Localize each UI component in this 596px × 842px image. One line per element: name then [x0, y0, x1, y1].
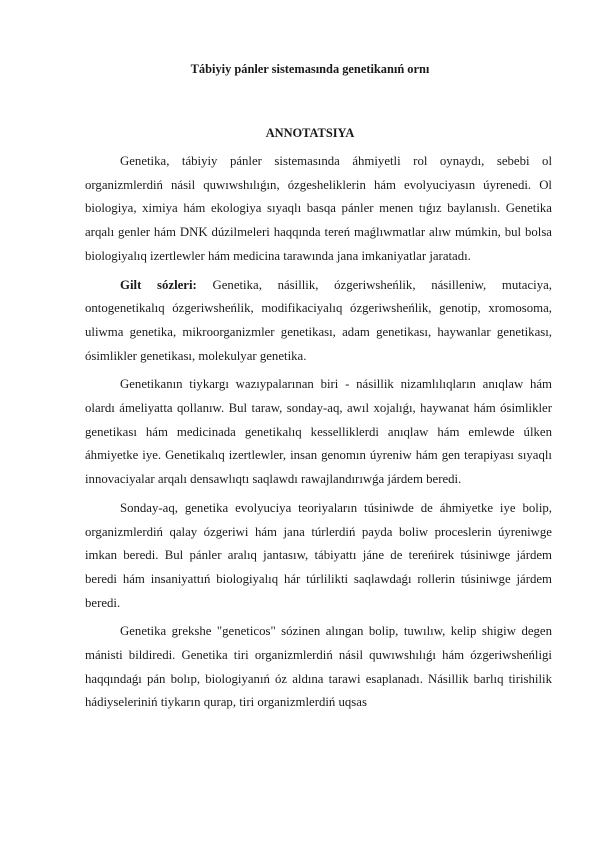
keywords-list: Genetika, násillik, ózgeriwsheńlik, násilleniw, mutaciya, ontogenetikalıq ózgeriwsheńlik, modifikaciyalıq ózgeriwsheńlik, genotip, xromosoma, uliwma genetika, mikroorganizmler genetikası, adam genetikası, haywanlar genetikası, ósimlikler genetikası, molekulyar genetika. — [85, 277, 552, 363]
paragraph-etymology: Genetika grekshe "geneticos" sózinen alıngan bolip, tuwılıw, kelip shigiw degen mánisti bildiredi. Genetika tiri organizmlerdiń násil quwıwshılıǵı hám ózgeriwsheńligi haqqındaǵı pán bolıp, biologiyanıń óz aldına tarawi esaplanadı. Násillik barlıq tirishilik hádiyseleriniń tiykarın qurap, tiri organizmlerdiń uqsas — [85, 624, 552, 710]
section-heading: ANNOTATSIYA — [265, 126, 355, 140]
document-body — [85, 150, 552, 720]
keywords-label: Gilt sózleri: — [120, 277, 197, 292]
document-title: Tábiyiy pánler sistemasında genetikanıń ornı — [190, 62, 430, 76]
paragraph-tasks: Genetikanın tiykargı wazıypalarınan biri - násillik nizamlılıqların anıqlaw hám olardı ámeliyatta qollanıw. Bul taraw, sonday-aq, awıl xojalıǵı, haywanat hám ósimlikler genetikası hám medicinada genetikalıq kesselliklerdi anıqlaw hám emlewde úlken áhmiyetke iye. Genetikalıq izertlewler, insan genomın úyreniw hám gen terapiyası sıyaqlı innovaciyalar arqalı densawlıqtı saqlawdı rawajlandırıwǵa járdem beredi. — [85, 377, 552, 487]
paragraph-intro: Genetika, tábiyiy pánler sistemasında áhmiyetli rol oynaydı, sebebi ol organizmlerdiń násil quwıwshılıǵın, ózgesheliklerin hám evolyuciyasın úyrenedi. Ol biologiya, ximiya hám ekologiya sıyaqlı basqa pánler menen tıǵız baylanıslı. Genetika arqalı genler hám DNK dúzilmeleri haqqında tereń maǵlıwmatlar alıw múmkin, bul bolsa biologiyalıq izertlewler hám medicina tarawında jana imkaniyatlar jaratadı. — [85, 154, 552, 263]
keywords-paragraph — [85, 274, 552, 369]
paragraph-evolution: Sonday-aq, genetika evolyuciya teoriyaların túsiniwde de áhmiyetke iye bolip, organizmlerdiń qalay ózgeriwi hám jana túrlerdiń payda boliw proceslerin úyreniwge imkan beredi. Bul pánler aralıq jantasıw, tábiyattı jáne de tereńirek túsiniwge járdem beredi hám insaniyattıń biologiyalıq hár túrlilikti saqlawdaǵı rollerin túsiniwge járdem beredi. — [85, 500, 552, 610]
